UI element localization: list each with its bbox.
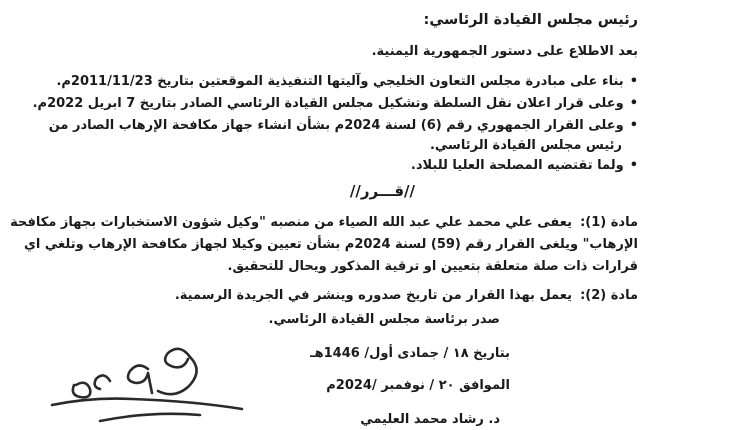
date-hijri: بتاريخ ١٨ / جمادى أول/ 1446هـ (310, 346, 510, 361)
article-1-line-2: الإرهاب" ويلغى القرار رقم (59) لسنة 2024م بشأن تعيين وكيلا لجهاز مكافحة الإرهاب وتلغي اي (24, 237, 638, 252)
issued-line: صدر برئاسة مجلس القيادة الرئاسي. (268, 312, 500, 327)
signatory-name: د. رشاد محمد العليمي (360, 412, 500, 427)
recital-3: • وعلى القرار الجمهوري رقم (6) لسنة 2024م بشأن انشاء جهاز مكافحة الإرهاب الصادر من (49, 118, 638, 134)
document-title: رئيس مجلس القيادة الرئاسي: (423, 12, 638, 28)
article-2-text: يعمل بهذا القرار من تاريخ صدوره وينشر في الجريدة الرسمية. (174, 288, 572, 303)
decree-heading: //قـــرر// (349, 182, 415, 200)
article-1-line-1: يعفى علي محمد علي عبد الله الصياء من منصبه "وكيل شؤون الاستخبارات بجهاز مكافحة (10, 215, 572, 230)
article-1-line-3: قرارات ذات صلة متعلقة بتعيين او ترقية المذكور ويحال للتحقيق. (227, 259, 638, 274)
article-2-label: مادة (2): (580, 288, 638, 303)
article-1-label: مادة (1): (580, 215, 638, 230)
recital-3-continued: رئيس مجلس القيادة الرئاسي. (429, 138, 622, 153)
handwritten-signature (40, 335, 260, 430)
recital-1: • بناء على مبادرة مجلس التعاون الخليجي وآليتها التنفيذية الموقعتين بتاريخ 2011/11/23م. (56, 74, 638, 90)
preamble: بعد الاطلاع على دستور الجمهورية اليمنية. (371, 44, 638, 59)
recital-4: • ولما تقتضيه المصلحة العليا للبلاد. (411, 158, 638, 174)
recital-2: • وعلى قرار اعلان نقل السلطة وتشكيل مجلس القيادة الرئاسي الصادر بتاريخ 7 ابريل 2022م. (33, 96, 638, 112)
date-gregorian: الموافق ٢٠ / نوفمبر /2024م (326, 378, 510, 393)
